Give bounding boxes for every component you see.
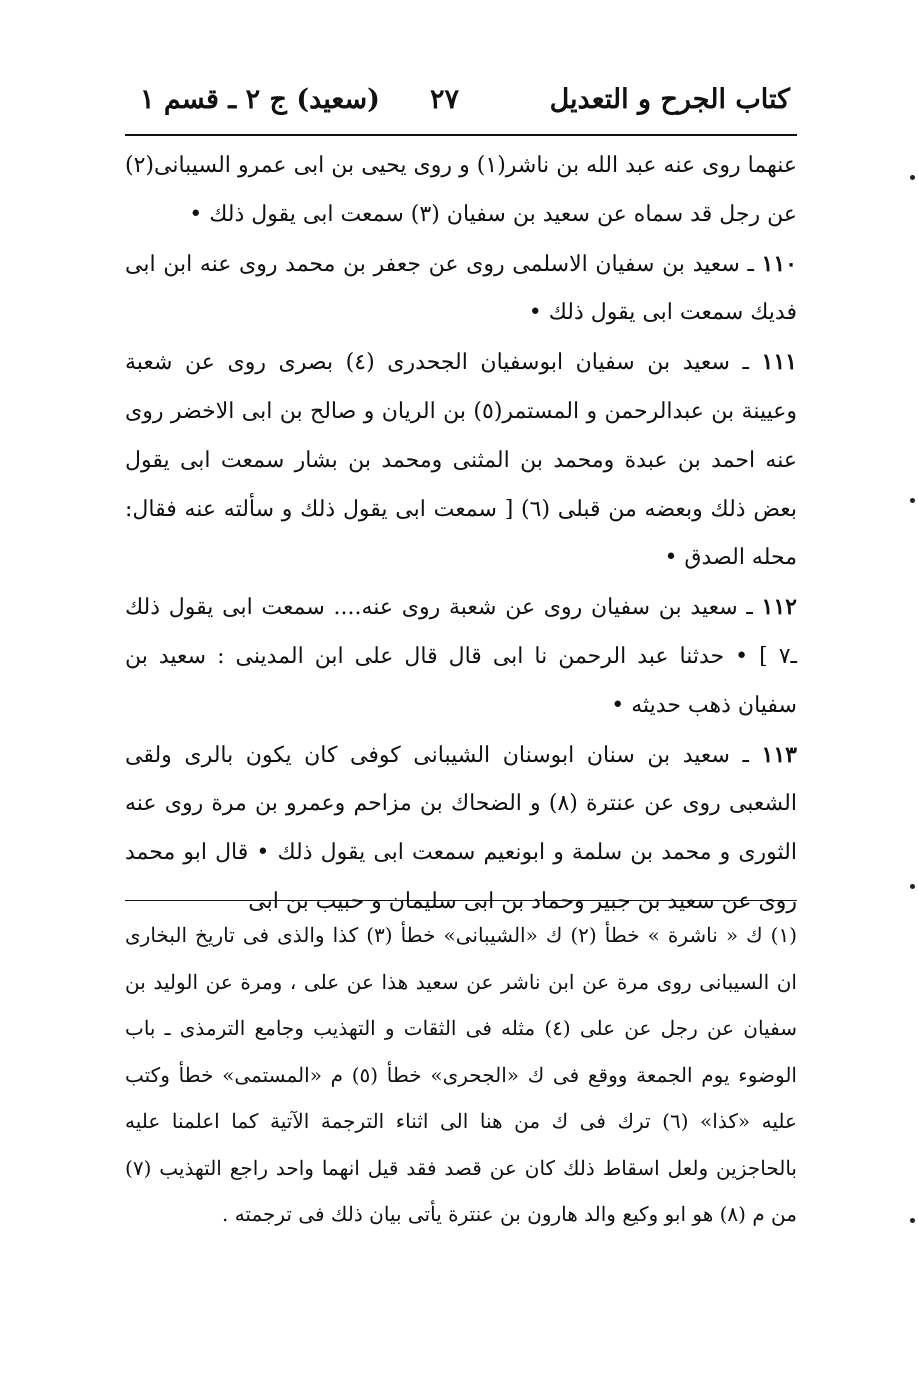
entry-111 bbox=[125, 338, 797, 583]
main-text bbox=[125, 142, 797, 927]
footnote-text: (١) ك « ناشرة » خطأ (٢) ك «الشيبانى» خطأ (٣) كذا والذى فى تاريخ البخارى ان السيبانى روى مرة عن ابن ناشر عن سعيد هذا عن على ، ومرة عن الوليد بن سفيان عن رجل عن على (٤) مثله فى الثقات و التهذيب وجامع الترمذى ـ باب الوضوء يوم الجمعة ووقع فى ك «الجحرى» خطأ (٥) م «المستمى» خطأ وكتب عليه «كذا» (٦) ترك فى ك من هنا الى اثناء الترجمة الآتية كما اعلمنا عليه بالحاجزين ولعل اسقاط ذلك كان عن قصد فقد قيل انهما واحد راجع التهذيب (٧) من م (٨) هو ابو وكيع والد هارون بن عنترة يأتى بيان ذلك فى ترجمته . bbox=[125, 923, 797, 1226]
entry-number: ١١٠ bbox=[761, 250, 797, 277]
entry-110 bbox=[125, 240, 797, 339]
book-title: كتاب الجرح و التعديل bbox=[549, 84, 790, 115]
entry-text: ـ سعيد بن سنان ابوسنان الشيبانى كوفى كان يكون بالرى ولقى الشعبى روى عن عنترة (٨) و الضحاك بن مزاحم وعمرو بن مرة روى عنه الثورى و محمد بن سلمة و ابونعيم سمعت ابى يقول ذلك • قال ابو محمد روى عن سعيد بن جبير وحماد بن ابى سليمان و حبيب بن ابى bbox=[125, 742, 797, 914]
footnote-rule bbox=[125, 900, 797, 901]
entry-text: ـ سعيد بن سفيان ابوسفيان الجحدرى (٤) بصرى روى عن شعبة وعيينة بن عبدالرحمن و المستمر(٥) بن الريان و صالح بن ابى الاخضر روى عنه احمد بن عبدة ومحمد بن المثنى ومحمد بن بشار سمعت ابى يقول بعض ذلك وبعضه من قبلى (٦) [ سمعت ابى يقول ذلك و سألته عنه فقال: محله الصدق • bbox=[125, 350, 798, 571]
scan-speck bbox=[910, 884, 915, 889]
continued-paragraph: عنهما روى عنه عبد الله بن ناشر(١) و روى يحيى بن ابى عمرو السيبانى(٢) عن رجل قد سماه عن سعيد بن سفيان (٣) سمعت ابى يقول ذلك • bbox=[125, 153, 798, 227]
scan-speck bbox=[910, 1218, 915, 1223]
scan-speck bbox=[910, 175, 915, 180]
entry-number: ١١٣ bbox=[761, 741, 797, 768]
page-number: ٢٧ bbox=[430, 84, 460, 115]
entry-text: ـ سعيد بن سفيان روى عن شعبة روى عنه.... سمعت ابى يقول ذلك ـ٧ ] • حدثنا عبد الرحمن نا ابى قال قال على ابن المدينى : سعيد بن سفيان ذهب حديثه • bbox=[125, 595, 797, 718]
section-label: (سعيد) ج ٢ ـ قسم ١ bbox=[140, 84, 380, 115]
scan-speck bbox=[910, 498, 915, 503]
running-header bbox=[140, 78, 790, 128]
entry-113 bbox=[125, 731, 797, 927]
entry-number: ١١١ bbox=[761, 349, 797, 376]
footnotes bbox=[125, 912, 797, 1238]
entry-number: ١١٢ bbox=[761, 594, 797, 621]
entry-text: ـ سعيد بن سفيان الاسلمى روى عن جعفر بن محمد روى عنه ابن ابى فديك سمعت ابى يقول ذلك • bbox=[125, 251, 797, 326]
header-rule bbox=[125, 134, 797, 136]
entry-112 bbox=[125, 583, 797, 730]
